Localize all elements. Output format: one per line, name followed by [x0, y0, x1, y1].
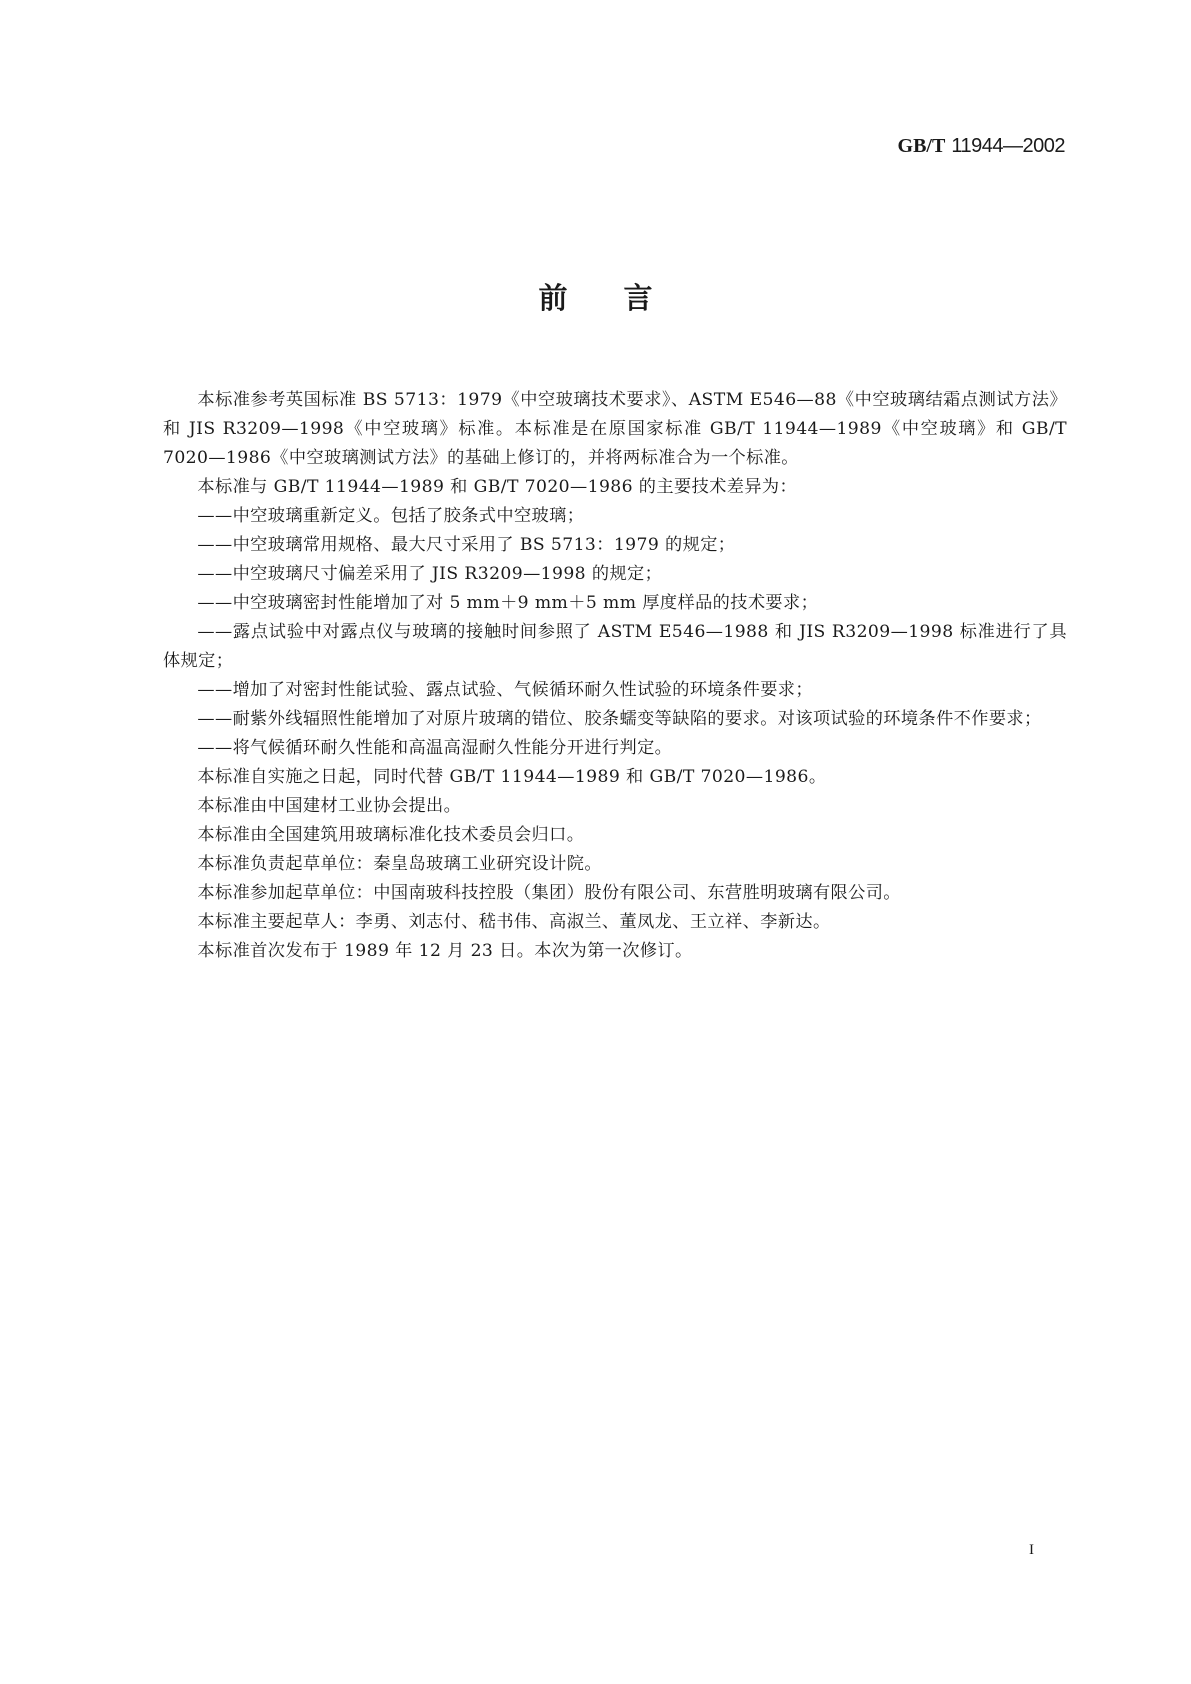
- paragraph-lead-drafter: 本标准负责起草单位：秦皇岛玻璃工业研究设计院。: [197, 854, 602, 874]
- paragraph-replaces: 本标准自实施之日起，同时代替 GB/T 11944—1989 和 GB/T 7020—1986。: [197, 767, 827, 787]
- title-char-1: 前: [538, 281, 568, 315]
- list-item-definition: ——中空玻璃重新定义。包括了胶条式中空玻璃；: [197, 506, 585, 526]
- title-char-2: 言: [623, 281, 653, 315]
- paragraph-first-published: 本标准首次发布于 1989 年 12 月 23 日。本次为第一次修订。: [197, 941, 693, 961]
- list-item-sealing: ——中空玻璃密封性能增加了对 5 mm＋9 mm＋5 mm 厚度样品的技术要求；: [197, 593, 819, 613]
- list-item-sizes: ——中空玻璃常用规格、最大尺寸采用了 BS 5713：1979 的规定；: [197, 535, 736, 555]
- paragraph-participating-drafters: 本标准参加起草单位：中国南玻科技控股（集团）股份有限公司、东营胜明玻璃有限公司。: [197, 883, 901, 903]
- list-item-dew-point: ——露点试验中对露点仪与玻璃的接触时间参照了 ASTM E546—1988 和 JIS R3209—1998 标准进行了具体规定；: [163, 622, 1067, 671]
- paragraph-references: 本标准参考英国标准 BS 5713：1979《中空玻璃技术要求》、ASTM E546—88《中空玻璃结霜点测试方法》和 JIS R3209—1998《中空玻璃》标准。本标准是在原国家标准 GB/T 11944—1989《中空玻璃》和 GB/T 7020—1986《中空玻璃测试方法》的基础上修订的，并将两标准合为一个标准。: [163, 390, 1067, 468]
- paragraph-main-drafters: 本标准主要起草人：李勇、刘志付、嵇书伟、高淑兰、董凤龙、王立祥、李新达。: [197, 912, 831, 932]
- list-item-durability: ——将气候循环耐久性能和高温高湿耐久性能分开进行判定。: [197, 738, 673, 758]
- standard-number: 11944—2002: [951, 135, 1065, 157]
- page-number: I: [1029, 1542, 1034, 1558]
- paragraph-differences-intro: 本标准与 GB/T 11944—1989 和 GB/T 7020—1986 的主要技术差异为：: [197, 477, 798, 497]
- list-item-uv: ——耐紫外线辐照性能增加了对原片玻璃的错位、胶条蠕变等缺陷的要求。对该项试验的环境条件不作要求；: [197, 709, 1042, 729]
- list-item-deviation: ——中空玻璃尺寸偏差采用了 JIS R3209—1998 的规定；: [197, 564, 663, 584]
- page-title: [0, 280, 1191, 316]
- paragraph-centralized-by: 本标准由全国建筑用玻璃标准化技术委员会归口。: [197, 825, 585, 845]
- foreword-body: [163, 386, 1067, 966]
- standard-prefix: GB/T: [897, 135, 946, 157]
- standard-code-header: [898, 134, 1065, 158]
- paragraph-proposed-by: 本标准由中国建材工业协会提出。: [197, 796, 462, 816]
- list-item-environment: ——增加了对密封性能试验、露点试验、气候循环耐久性试验的环境条件要求；: [197, 680, 813, 700]
